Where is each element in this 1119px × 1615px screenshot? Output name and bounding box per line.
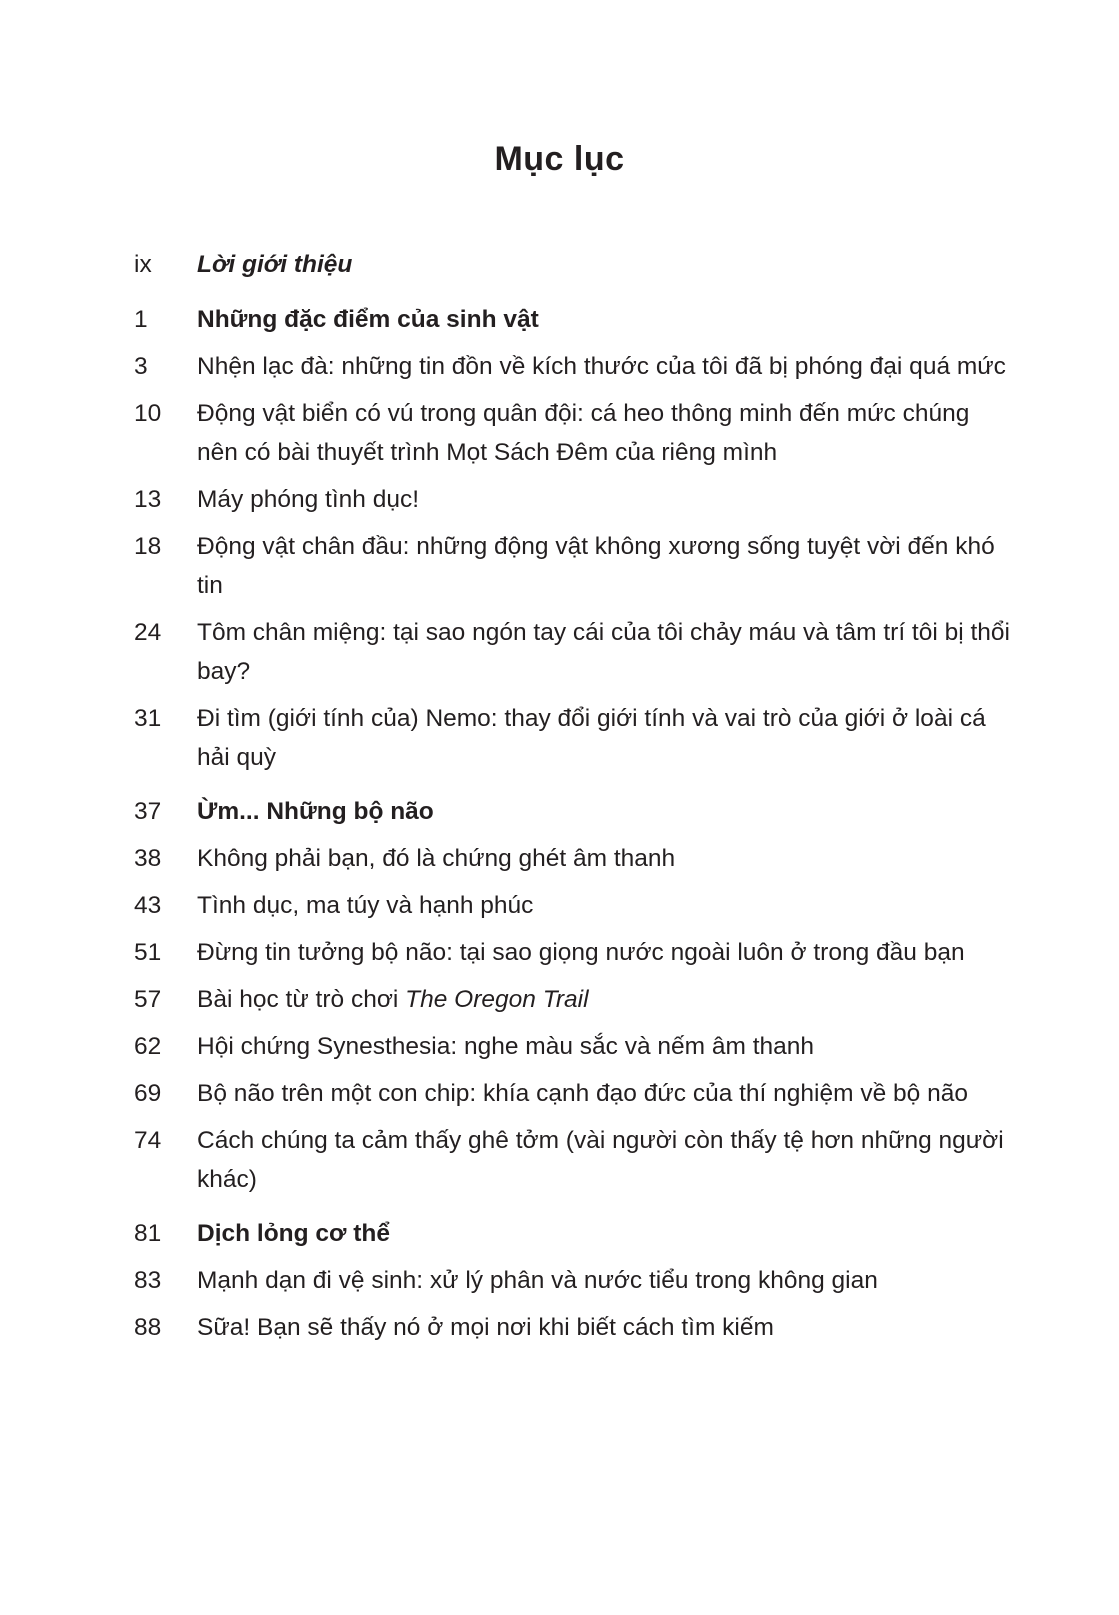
toc-section-heading <box>134 792 1014 831</box>
toc-entry-title: Cách chúng ta cảm thấy ghê tởm (vài người còn thấy tệ hơn những người khác) <box>197 1127 1004 1193</box>
toc-entry-title: Nhện lạc đà: những tin đồn về kích thước của tôi đã bị phóng đại quá mức <box>197 353 1006 380</box>
toc-entry-title-plain: Bài học từ trò chơi <box>197 986 406 1013</box>
toc-page-number: 88 <box>134 1314 162 1341</box>
toc-entry-title: Bộ não trên một con chip: khía cạnh đạo đức của thí nghiệm về bộ não <box>197 1080 968 1107</box>
toc-section-heading <box>134 1214 1014 1253</box>
toc-section-heading <box>134 300 1014 339</box>
toc-entry-title: Mạnh dạn đi vệ sinh: xử lý phân và nước tiểu trong không gian <box>197 1267 878 1294</box>
toc-page-number: ix <box>134 251 152 278</box>
toc-entry <box>134 1074 1014 1113</box>
toc-entry <box>134 1027 1014 1066</box>
toc-page-number: 10 <box>134 400 162 427</box>
toc-page-number: 3 <box>134 353 148 380</box>
toc-page-number: 37 <box>134 798 162 825</box>
toc-entry <box>134 839 1014 878</box>
toc-entry-title: Hội chứng Synesthesia: nghe màu sắc và nếm âm thanh <box>197 1033 814 1060</box>
toc-entry-title: Sữa! Bạn sẽ thấy nó ở mọi nơi khi biết cách tìm kiếm <box>197 1314 774 1341</box>
toc-section-title: Dịch lỏng cơ thể <box>197 1220 391 1247</box>
toc-page-number: 1 <box>134 306 148 333</box>
toc-entry <box>134 613 1014 691</box>
toc-page-number: 51 <box>134 939 162 966</box>
toc-entry-title <box>197 980 1014 1019</box>
toc-entry <box>134 886 1014 925</box>
toc-entry-title: Tôm chân miệng: tại sao ngón tay cái của tôi chảy máu và tâm trí tôi bị thổi bay? <box>197 619 1010 685</box>
toc-entry <box>134 933 1014 972</box>
toc-entry-title: Động vật biển có vú trong quân đội: cá heo thông minh đến mức chúng nên có bài thuyết trình Mọt Sách Đêm của riêng mình <box>197 400 970 466</box>
toc-page-number: 43 <box>134 892 162 919</box>
toc-entry-title: Tình dục, ma túy và hạnh phúc <box>197 892 534 919</box>
toc-page-number: 18 <box>134 533 162 560</box>
toc-page-number: 13 <box>134 486 162 513</box>
table-of-contents <box>134 245 1014 1355</box>
toc-entry <box>134 1261 1014 1300</box>
toc-entry <box>134 347 1014 386</box>
toc-entry-title: Lời giới thiệu <box>197 251 353 278</box>
toc-entry-title: Đừng tin tưởng bộ não: tại sao giọng nước ngoài luôn ở trong đầu bạn <box>197 939 965 966</box>
toc-entry-intro <box>134 245 1014 284</box>
toc-page-number: 24 <box>134 619 162 646</box>
toc-entry-title: Không phải bạn, đó là chứng ghét âm thanh <box>197 845 676 872</box>
toc-entry-title: Đi tìm (giới tính của) Nemo: thay đổi giới tính và vai trò của giới ở loài cá hải quỳ <box>197 705 986 771</box>
toc-entry-title-italic: The Oregon Trail <box>405 986 589 1013</box>
toc-entry <box>134 527 1014 605</box>
toc-page-number: 81 <box>134 1220 162 1247</box>
toc-page-number: 57 <box>134 986 162 1013</box>
toc-entry <box>134 480 1014 519</box>
toc-page-number: 83 <box>134 1267 162 1294</box>
toc-entry <box>134 1121 1014 1199</box>
toc-entry-title: Máy phóng tình dục! <box>197 486 420 513</box>
page-title: Mục lục <box>494 140 625 178</box>
toc-section-title: Những đặc điểm của sinh vật <box>197 306 539 333</box>
toc-entry <box>134 1308 1014 1347</box>
toc-entry-title: Động vật chân đầu: những động vật không xương sống tuyệt vời đến khó tin <box>197 533 995 599</box>
toc-page-number: 38 <box>134 845 162 872</box>
toc-entry <box>134 980 1014 1019</box>
toc-section-title: Ừm... Những bộ não <box>197 798 434 825</box>
toc-entry <box>134 394 1014 472</box>
toc-page-number: 62 <box>134 1033 162 1060</box>
toc-page-number: 31 <box>134 705 162 732</box>
toc-entry <box>134 699 1014 777</box>
toc-page-number: 74 <box>134 1127 162 1154</box>
toc-page-number: 69 <box>134 1080 162 1107</box>
